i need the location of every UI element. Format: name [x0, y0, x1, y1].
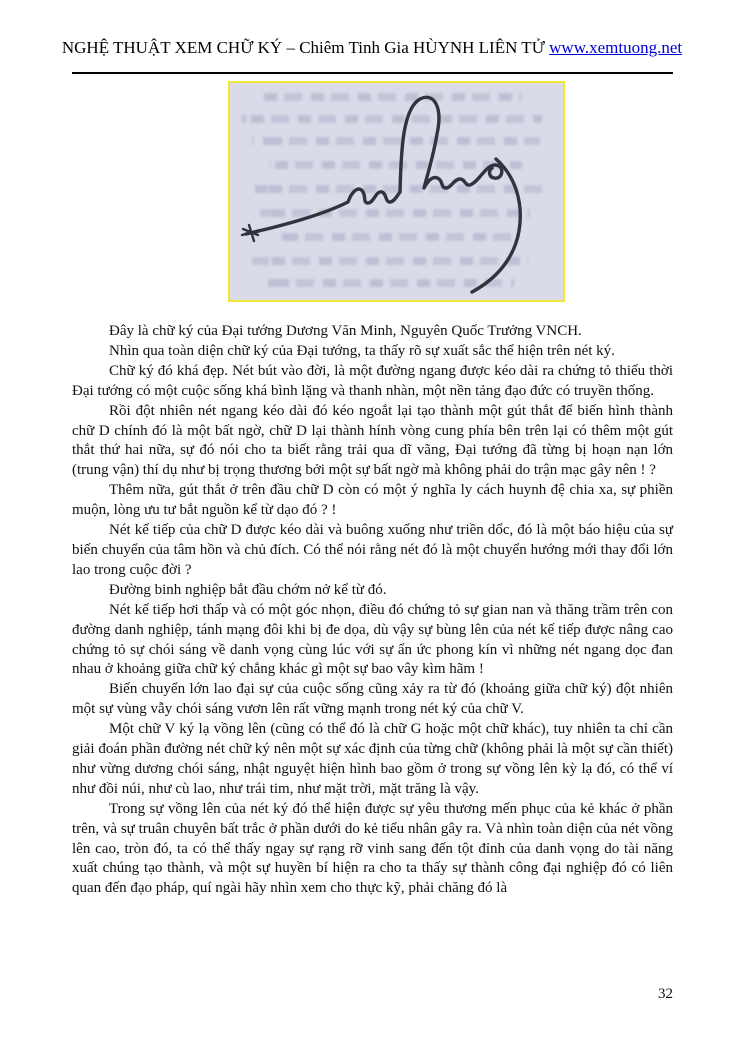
- header-divider: [72, 72, 673, 74]
- page-number: 32: [658, 986, 673, 1002]
- header-title-text: NGHỆ THUẬT XEM CHỮ KÝ – Chiêm Tinh Gia HÙYNH LIÊN TỬ: [61, 38, 545, 57]
- signature-ink: [230, 83, 563, 300]
- paragraph: Chữ ký đó khá đẹp. Nét bút vào đời, là một đường ngang được kéo dài ra chứng tỏ thiếu thời Đại tướng có một cuộc sống khá bình lặng và thanh nhàn, một nền tảng đạo đức có truyền thống.: [72, 362, 673, 399]
- page-header: [0, 38, 744, 58]
- header-website-link[interactable]: www.xemtuong.net: [549, 38, 683, 57]
- paragraph: Đường binh nghiệp bắt đầu chớm nở kể từ đó.: [109, 581, 387, 598]
- paragraph: Biến chuyển lớn lao đại sự của cuộc sống cũng xảy ra từ đó (khoảng giữa chữ ký) đột nhiên một sự vùng vẫy chói sáng vươn lên rất vững mạnh trong nét ký của chữ V.: [72, 681, 673, 718]
- signature-scan-image: [228, 81, 565, 302]
- paragraph: Đây là chữ ký của Đại tướng Dương Văn Minh, Nguyên Quốc Trưởng VNCH.: [109, 323, 582, 339]
- paragraph: Trong sự vồng lên của nét ký đó thể hiện được sự yêu thương mến phục của kẻ khác ở phần trên, và sự truân chuyên bất trắc ở phần dưới do kẻ tiểu nhân gây ra. Và nhìn toàn diện của nét vồng lên cao, tròn đó, ta có thể thấy ngay sự rạng rỡ vinh sang đến tột đỉnh của danh vọng do tài năng xuất chúng tạo thành, và một sự huyền bí hiện ra cho ta thấy sự thành công đại nghiệp đó có liên quan đến đạo pháp, quí ngài hãy nhìn xem cho thực kỹ, phải chăng đó là: [72, 800, 673, 897]
- paragraph: Một chữ V ký lạ vồng lên (cũng có thể đó là chữ G hoặc một chữ khác), tuy nhiên ta chỉ cần giải đoán phần đường nét chữ ký nên một sự xác định của từng chữ (không phải là một sự cần thiết) như vừng dương chói sáng, nhật nguyệt hiện hình bao gồm ở trong sự vồng lên kỳ lạ đó, có thể ví như đồi núi, như cù lao, như trái tim, như mặt trời, mặt trăng là vậy.: [72, 721, 673, 797]
- paragraph: Nét kế tiếp hơi thấp và có một góc nhọn, điều đó chứng tỏ sự gian nan và thăng trầm trên con đường danh nghiệp, tánh mạng đôi khi bị đe dọa, dù vậy sự bùng lên của nét kế tiếp được nâng cao chứng tỏ sự chói sáng về danh vọng cùng lúc với sự ẩn ức phong kín vì những nét ngang dọc đan nhau ở khoảng giữa chữ ký chẳng khác gì một sự bao vây kìm hãm !: [72, 601, 673, 678]
- paragraph: Thêm nữa, gút thắt ở trên đầu chữ D còn có một ý nghĩa ly cách huynh đệ chia xa, sự phiền muộn, lòng ưu tư bắt nguồn kể từ dạo đó ? !: [72, 482, 673, 519]
- article-body: [72, 322, 673, 899]
- paragraph: Nét kế tiếp của chữ D được kéo dài và buông xuống như triền dốc, đó là một báo hiệu của sự biến chuyển của tâm hồn và chủ đích. Có thể nói rằng nét đó là một chuyển hướng mới thay đổi lớn lao trong cuộc đời ?: [72, 522, 673, 578]
- paragraph: Rồi đột nhiên nét ngang kéo dài đó kéo ngoắt lại tạo thành một gút thắt để biến hình thành chữ D chính đó là một bất ngờ, chữ D lại thành hính vòng cung phía bên trên lại có thêm một gút thắt thứ hai nữa, sự đó nói cho ta biết rằng trải qua dĩ vãng, Đại tướng đã từng bị hoạn nạn lớn (trung vận) thí dụ như bị trọng thương bởi một sự bất ngờ mà không phải do trận mạc gây nên ! ?: [72, 402, 673, 479]
- paragraph: Nhìn qua toàn diện chữ ký của Đại tướng, ta thấy rõ sự xuất sắc thể hiện trên nét ký.: [109, 342, 615, 359]
